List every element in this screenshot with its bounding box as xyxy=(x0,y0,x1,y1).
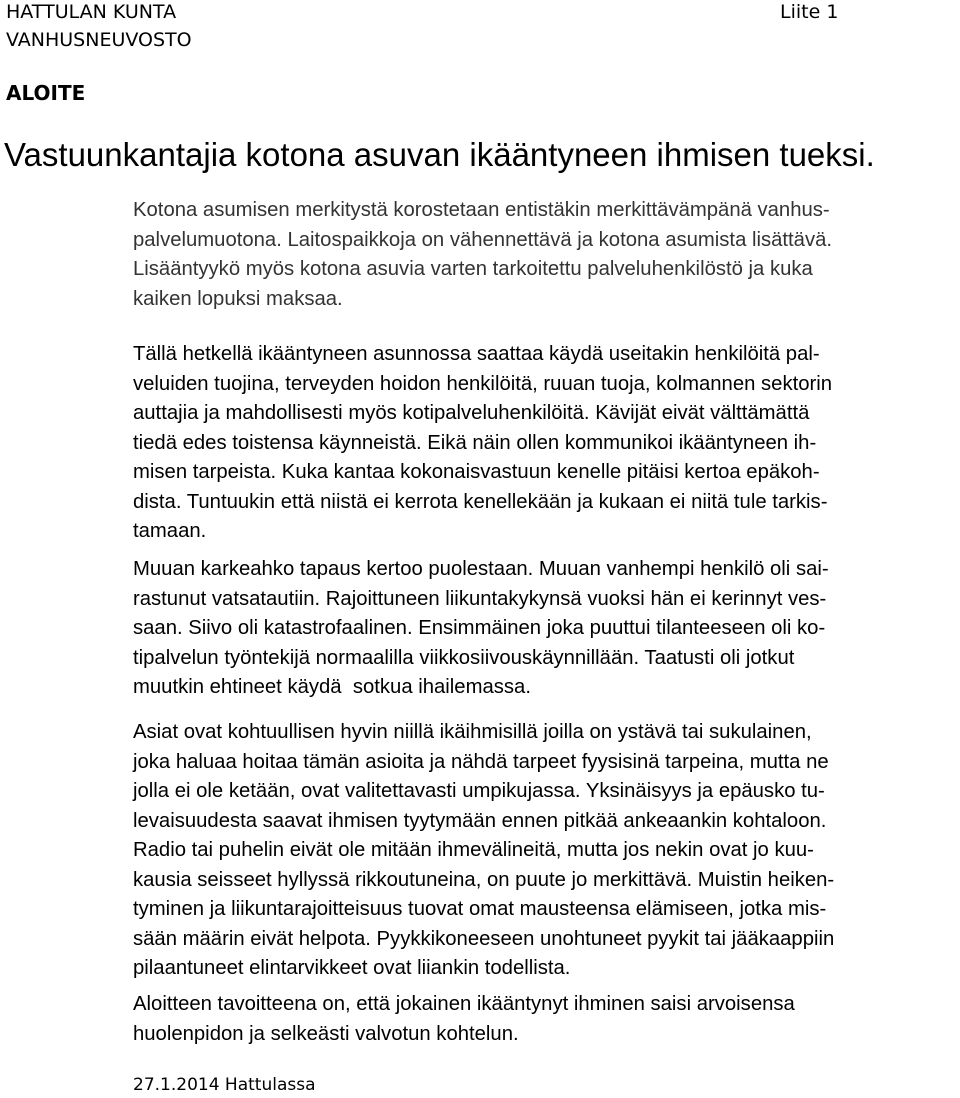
paragraph-line: tiedä edes toistensa käynneistä. Eikä näin ollen kommunikoi ikääntyneen ih- xyxy=(133,431,817,454)
paragraph-2 xyxy=(133,340,960,547)
document-type: ALOITE xyxy=(6,81,86,105)
paragraph-line: tamaan. xyxy=(133,520,207,542)
attachment-label: Liite 1 xyxy=(780,1,839,23)
document-title: Vastuunkantajia kotona asuvan ikääntyneen ihmisen tueksi. xyxy=(4,136,875,173)
paragraph-line: Asiat ovat kohtuullisen hyvin niillä ikäihmisillä joilla on ystävä tai sukulainen, xyxy=(133,721,812,743)
paragraph-3 xyxy=(133,555,960,703)
paragraph-line: dista. Tuntuukin että niistä ei kerrota kenellekään ja kukaan ei niitä tule tarkis- xyxy=(133,490,828,513)
paragraph-line: joka haluaa hoitaa tämän asioita ja nähdä tarpeet fyysisinä tarpeina, mutta ne xyxy=(133,750,829,773)
paragraph-line: huolenpidon ja selkeästi valvotun kohtelun. xyxy=(133,1022,519,1045)
paragraph-line: jolla ei ole ketään, ovat valitettavasti umpikujassa. Yksinäisyys ja epäusko tu- xyxy=(133,780,825,802)
paragraph-line: saan. Siivo oli katastrofaalinen. Ensimmäinen joka puuttui tilanteeseen oli ko- xyxy=(133,617,826,639)
paragraph-line: levaisuudesta saavat ihmisen tyytymään ennen pitkää ankeaankin kohtaloon. xyxy=(133,809,827,832)
paragraph-line: auttajia ja mahdollisesti myös kotipalveluhenkilöitä. Kävijät eivät välttämättä xyxy=(133,402,810,424)
paragraph-line: sään määrin eivät helpota. Pyykkikoneeseen unohtuneet pyykit tai jääkaappiin xyxy=(133,927,835,950)
paragraph-line: Kotona asumisen merkitystä korostetaan entistäkin merkittävämpänä vanhus- xyxy=(133,199,830,221)
paragraph-line: rastunut vatsatautiin. Rajoittuneen liikuntakykynsä vuoksi hän ei kerinnyt ves- xyxy=(133,587,827,610)
paragraph-line: pilaantuneet elintarvikkeet ovat liiankin todellista. xyxy=(133,957,571,979)
paragraph-line: Lisääntyykö myös kotona asuvia varten tarkoitettu palveluhenkilöstö ja kuka xyxy=(133,258,813,280)
paragraph-5 xyxy=(133,990,960,1049)
org-department: VANHUSNEUVOSTO xyxy=(6,29,192,51)
paragraph-line: muutkin ehtineet käydä sotkua ihailemassa. xyxy=(133,676,531,698)
paragraph-line: Radio tai puhelin eivät ole mitään ihmevälineitä, mutta jos nekin ovat jo kuu- xyxy=(133,839,814,861)
footer-date-place: 27.1.2014 Hattulassa xyxy=(133,1075,316,1095)
paragraph-line: kaiken lopuksi maksaa. xyxy=(133,287,343,310)
paragraph-line: misen tarpeista. Kuka kantaa kokonaisvastuun kenelle pitäisi kertoa epäkoh- xyxy=(133,461,820,483)
paragraph-line: veluiden tuojina, terveyden hoidon henkilöitä, ruuan tuoja, kolmannen sektorin xyxy=(133,372,833,395)
paragraph-1 xyxy=(133,196,960,314)
paragraph-line: tyminen ja liikuntarajoitteisuus tuovat omat mausteensa elämiseen, jotka mis- xyxy=(133,898,827,920)
org-name: HATTULAN KUNTA xyxy=(6,1,177,23)
paragraph-4 xyxy=(133,718,960,984)
paragraph-line: palvelumuotona. Laitospaikkoja on vähennettävä ja kotona asumista lisättävä. xyxy=(133,228,833,251)
paragraph-line: kausia seisseet hyllyssä rikkoutuneina, on puute jo merkittävä. Muistin heiken- xyxy=(133,868,835,891)
paragraph-line: tipalvelun työntekijä normaalilla viikkosiivouskäynnillään. Taatusti oli jotkut xyxy=(133,646,795,669)
paragraph-line: Tällä hetkellä ikääntyneen asunnossa saattaa käydä useitakin henkilöitä pal- xyxy=(133,343,820,365)
paragraph-line: Muuan karkeahko tapaus kertoo puolestaan. Muuan vanhempi henkilö oli sai- xyxy=(133,558,829,580)
paragraph-line: Aloitteen tavoitteena on, että jokainen ikääntynyt ihminen saisi arvoisensa xyxy=(133,993,795,1015)
